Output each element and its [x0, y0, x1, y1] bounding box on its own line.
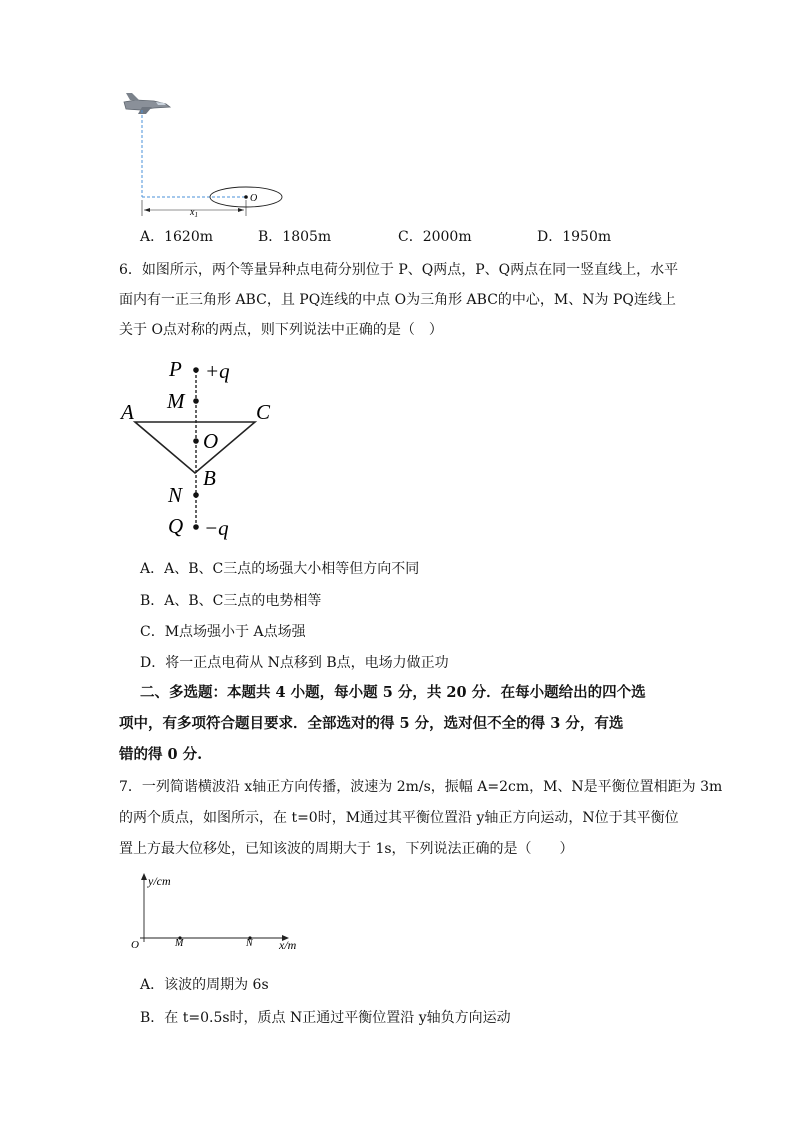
point-o-dot [244, 195, 248, 199]
x1-label: $x_1$ [190, 207, 198, 219]
q5-option-b: B．1805m [258, 229, 332, 245]
q7-option-a: A．该波的周期为 6s [140, 977, 269, 993]
label-m: M [167, 389, 185, 413]
x-axis-label: x/m [279, 938, 297, 952]
q7-stem-line-1: 7．一列简谐横波沿 x轴正方向传播，波速为 2m/s，振幅 A=2cm，M、N是平衡位置相距为 3m [119, 779, 723, 795]
point-n-label: N [246, 938, 253, 949]
q7-wave-figure [125, 870, 315, 955]
point-o-dot [193, 438, 199, 444]
q5-option-c: C．2000m [398, 229, 472, 245]
q5-figure [110, 88, 310, 228]
origin-label: O [131, 939, 139, 951]
q6-option-b: B．A、B、C三点的电势相等 [140, 593, 322, 609]
point-m-dot [193, 398, 199, 404]
y-axis-label: y/cm [148, 874, 171, 888]
label-n: N [168, 483, 183, 507]
q5-option-a: A．1620m [140, 229, 214, 245]
q7-option-b: B．在 t=0.5s时，质点 N正通过平衡位置沿 y轴负方向运动 [140, 1010, 511, 1026]
label-b: B [203, 466, 216, 490]
point-p-dot [193, 367, 199, 373]
label-c: C [256, 400, 271, 424]
airplane-icon [124, 93, 170, 114]
point-q-dot [193, 524, 199, 530]
q7-stem-line-2: 的两个质点，如图所示，在 t=0时，M通过其平衡位置沿 y轴正方向运动，N位于其平衡位 [119, 810, 679, 826]
point-o-label: O [250, 193, 258, 204]
q6-stem-line-2: 面内有一正三角形 ABC，且 PQ连线的中点 O为三角形 ABC的中心，M、N为 PQ连线上 [119, 292, 676, 308]
section2-line-3: 错的得 0 分. [119, 746, 203, 763]
q6-option-a: A．A、B、C三点的场强大小相等但方向不同 [140, 561, 420, 577]
q6-option-c: C．M点场强小于 A点场强 [140, 624, 306, 640]
point-m-label: M [175, 938, 184, 949]
q6-stem-line-3: 关于 O点对称的两点，则下列说法中正确的是（ ） [119, 322, 443, 338]
q6-stem-line-1: 6．如图所示，两个等量异种点电荷分别位于 P、Q两点，P、Q两点在同一竖直线上，水平 [119, 262, 679, 278]
label-minus-q: −q [204, 516, 229, 540]
q7-stem-line-3: 置上方最大位移处，已知该波的周期大于 1s，下列说法正确的是（ ） [119, 841, 574, 857]
label-o: O [203, 429, 219, 453]
label-a: A [121, 400, 134, 424]
section2-line-2: 项中，有多项符合题目要求．全部选对的得 5 分，选对但不全的得 3 分，有选 [119, 715, 624, 732]
section2-line-1: 二、多选题：本题共 4 小题，每小题 5 分，共 20 分．在每小题给出的四个选 [140, 684, 646, 701]
q6-figure [115, 355, 285, 540]
label-plus-q: +q [205, 359, 230, 383]
label-p: P [169, 357, 182, 381]
q6-option-d: D．将一正点电荷从 N点移到 B点，电场力做正功 [140, 655, 449, 671]
triangle-abc [135, 422, 255, 473]
label-q: Q [168, 514, 184, 538]
point-n-dot [193, 492, 199, 498]
q5-option-d: D．1950m [537, 229, 612, 245]
